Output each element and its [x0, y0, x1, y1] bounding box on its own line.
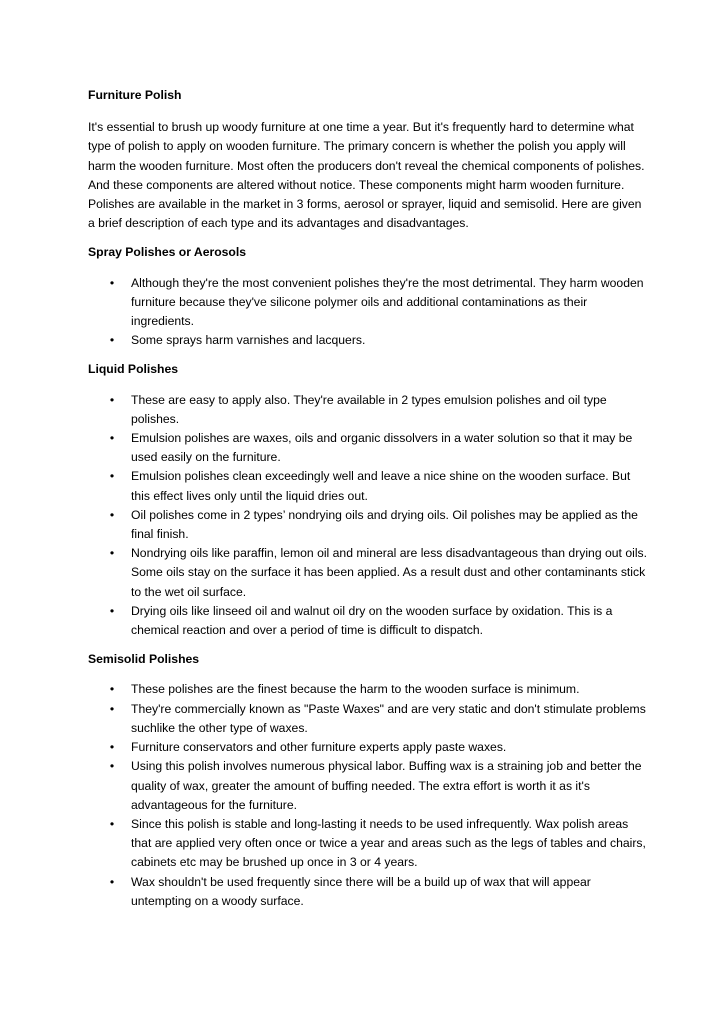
bullet-icon: • — [109, 275, 115, 290]
document-title: Furniture Polish — [88, 88, 182, 102]
list-item-text: They're commercially known as "Paste Waxes" and are very static and don't stimulate problems suchlike the other type of waxes. — [131, 701, 646, 735]
list-item — [88, 680, 648, 699]
list-item — [88, 274, 648, 332]
list-item — [88, 331, 648, 350]
bullet-icon: • — [109, 469, 115, 484]
spray-bullet-list — [88, 274, 648, 351]
bullet-icon: • — [109, 546, 115, 561]
list-item-text: Furniture conservators and other furniture experts apply paste waxes. — [131, 740, 507, 755]
semisolid-bullet-list — [88, 680, 648, 910]
list-item-text: Nondrying oils like paraffin, lemon oil and mineral are less disadvantageous than drying out oils. Some oils stay on the surface it has been applied. As a result dust and other contaminants stick to the wet oil surface. — [131, 546, 648, 599]
list-item-text: Although they're the most convenient polishes they're the most detrimental. They harm wooden furniture because they've silicone polymer oils and additional contaminations as their ingredients. — [131, 275, 644, 329]
list-item-text: Using this polish involves numerous physical labor. Buffing wax is a straining job and better the quality of wax, greater the amount of buffing needed. The extra effort is worth it as it's advantageous for the furniture. — [131, 759, 642, 812]
bullet-icon: • — [109, 507, 115, 522]
bullet-icon: • — [109, 333, 115, 348]
list-item — [88, 873, 648, 911]
section-heading-liquid: Liquid Polishes — [88, 362, 179, 377]
list-item — [88, 757, 648, 815]
list-item — [88, 429, 648, 467]
list-item-text: These are easy to apply also. They're available in 2 types emulsion polishes and oil type polishes. — [131, 392, 607, 426]
list-item — [88, 391, 648, 429]
list-item — [88, 815, 648, 873]
bullet-icon: • — [109, 392, 115, 407]
bullet-icon: • — [109, 740, 115, 755]
list-item — [88, 506, 648, 544]
list-item-text: These polishes are the finest because the harm to the wooden surface is minimum. — [131, 682, 580, 697]
list-item-text: Since this polish is stable and long-lasting it needs to be used infrequently. Wax polish areas that are applied very often once or twice a year and areas such as the legs of tables and chairs, cabinets etc may be brushed up once in 3 or 4 years. — [131, 816, 646, 870]
list-item-text: Wax shouldn't be used frequently since there will be a build up of wax that will appear untempting on a woody surface. — [131, 874, 591, 908]
list-item-text: Oil polishes come in 2 types’ nondrying oils and drying oils. Oil polishes may be applied as the final finish. — [131, 507, 638, 542]
intro-paragraph: It's essential to brush up woody furniture at one time a year. But it's frequently hard to determine what type of polish to apply on wooden furniture. The primary concern is whether the polish you apply will harm the wooden furniture. Most often the producers don't reveal the chemical components of polishes. And these components are altered without notice. These components might harm wooden furniture. Polishes are available in the market in 3 forms, aerosol or sprayer, liquid and semisolid. Here are given a brief description of each type and its advantages and disadvantages. — [88, 120, 645, 231]
list-item-text: Drying oils like linseed oil and walnut oil dry on the wooden surface by oxidation. This is a chemical reaction and over a period of time is difficult to dispatch. — [131, 603, 613, 638]
bullet-icon: • — [109, 816, 115, 831]
list-item — [88, 602, 648, 640]
bullet-icon: • — [109, 682, 115, 697]
bullet-icon: • — [109, 874, 115, 889]
list-item — [88, 544, 648, 602]
list-item-text: Some sprays harm varnishes and lacquers. — [131, 333, 366, 348]
document-page — [88, 86, 648, 911]
section-heading-spray: Spray Polishes or Aerosols — [88, 245, 247, 260]
list-item-text: Emulsion polishes clean exceedingly well and leave a nice shine on the wooden surface. But this effect lives only until the liquid dries out. — [131, 469, 631, 503]
bullet-icon: • — [109, 603, 115, 618]
bullet-icon: • — [109, 701, 115, 716]
list-item — [88, 467, 648, 505]
liquid-bullet-list — [88, 391, 648, 641]
list-item — [88, 738, 648, 757]
bullet-icon: • — [109, 759, 115, 774]
list-item — [88, 700, 648, 738]
bullet-icon: • — [109, 431, 115, 446]
list-item-text: Emulsion polishes are waxes, oils and organic dissolvers in a water solution so that it may be used easily on the furniture. — [131, 431, 633, 465]
section-heading-semisolid: Semisolid Polishes — [88, 652, 200, 667]
